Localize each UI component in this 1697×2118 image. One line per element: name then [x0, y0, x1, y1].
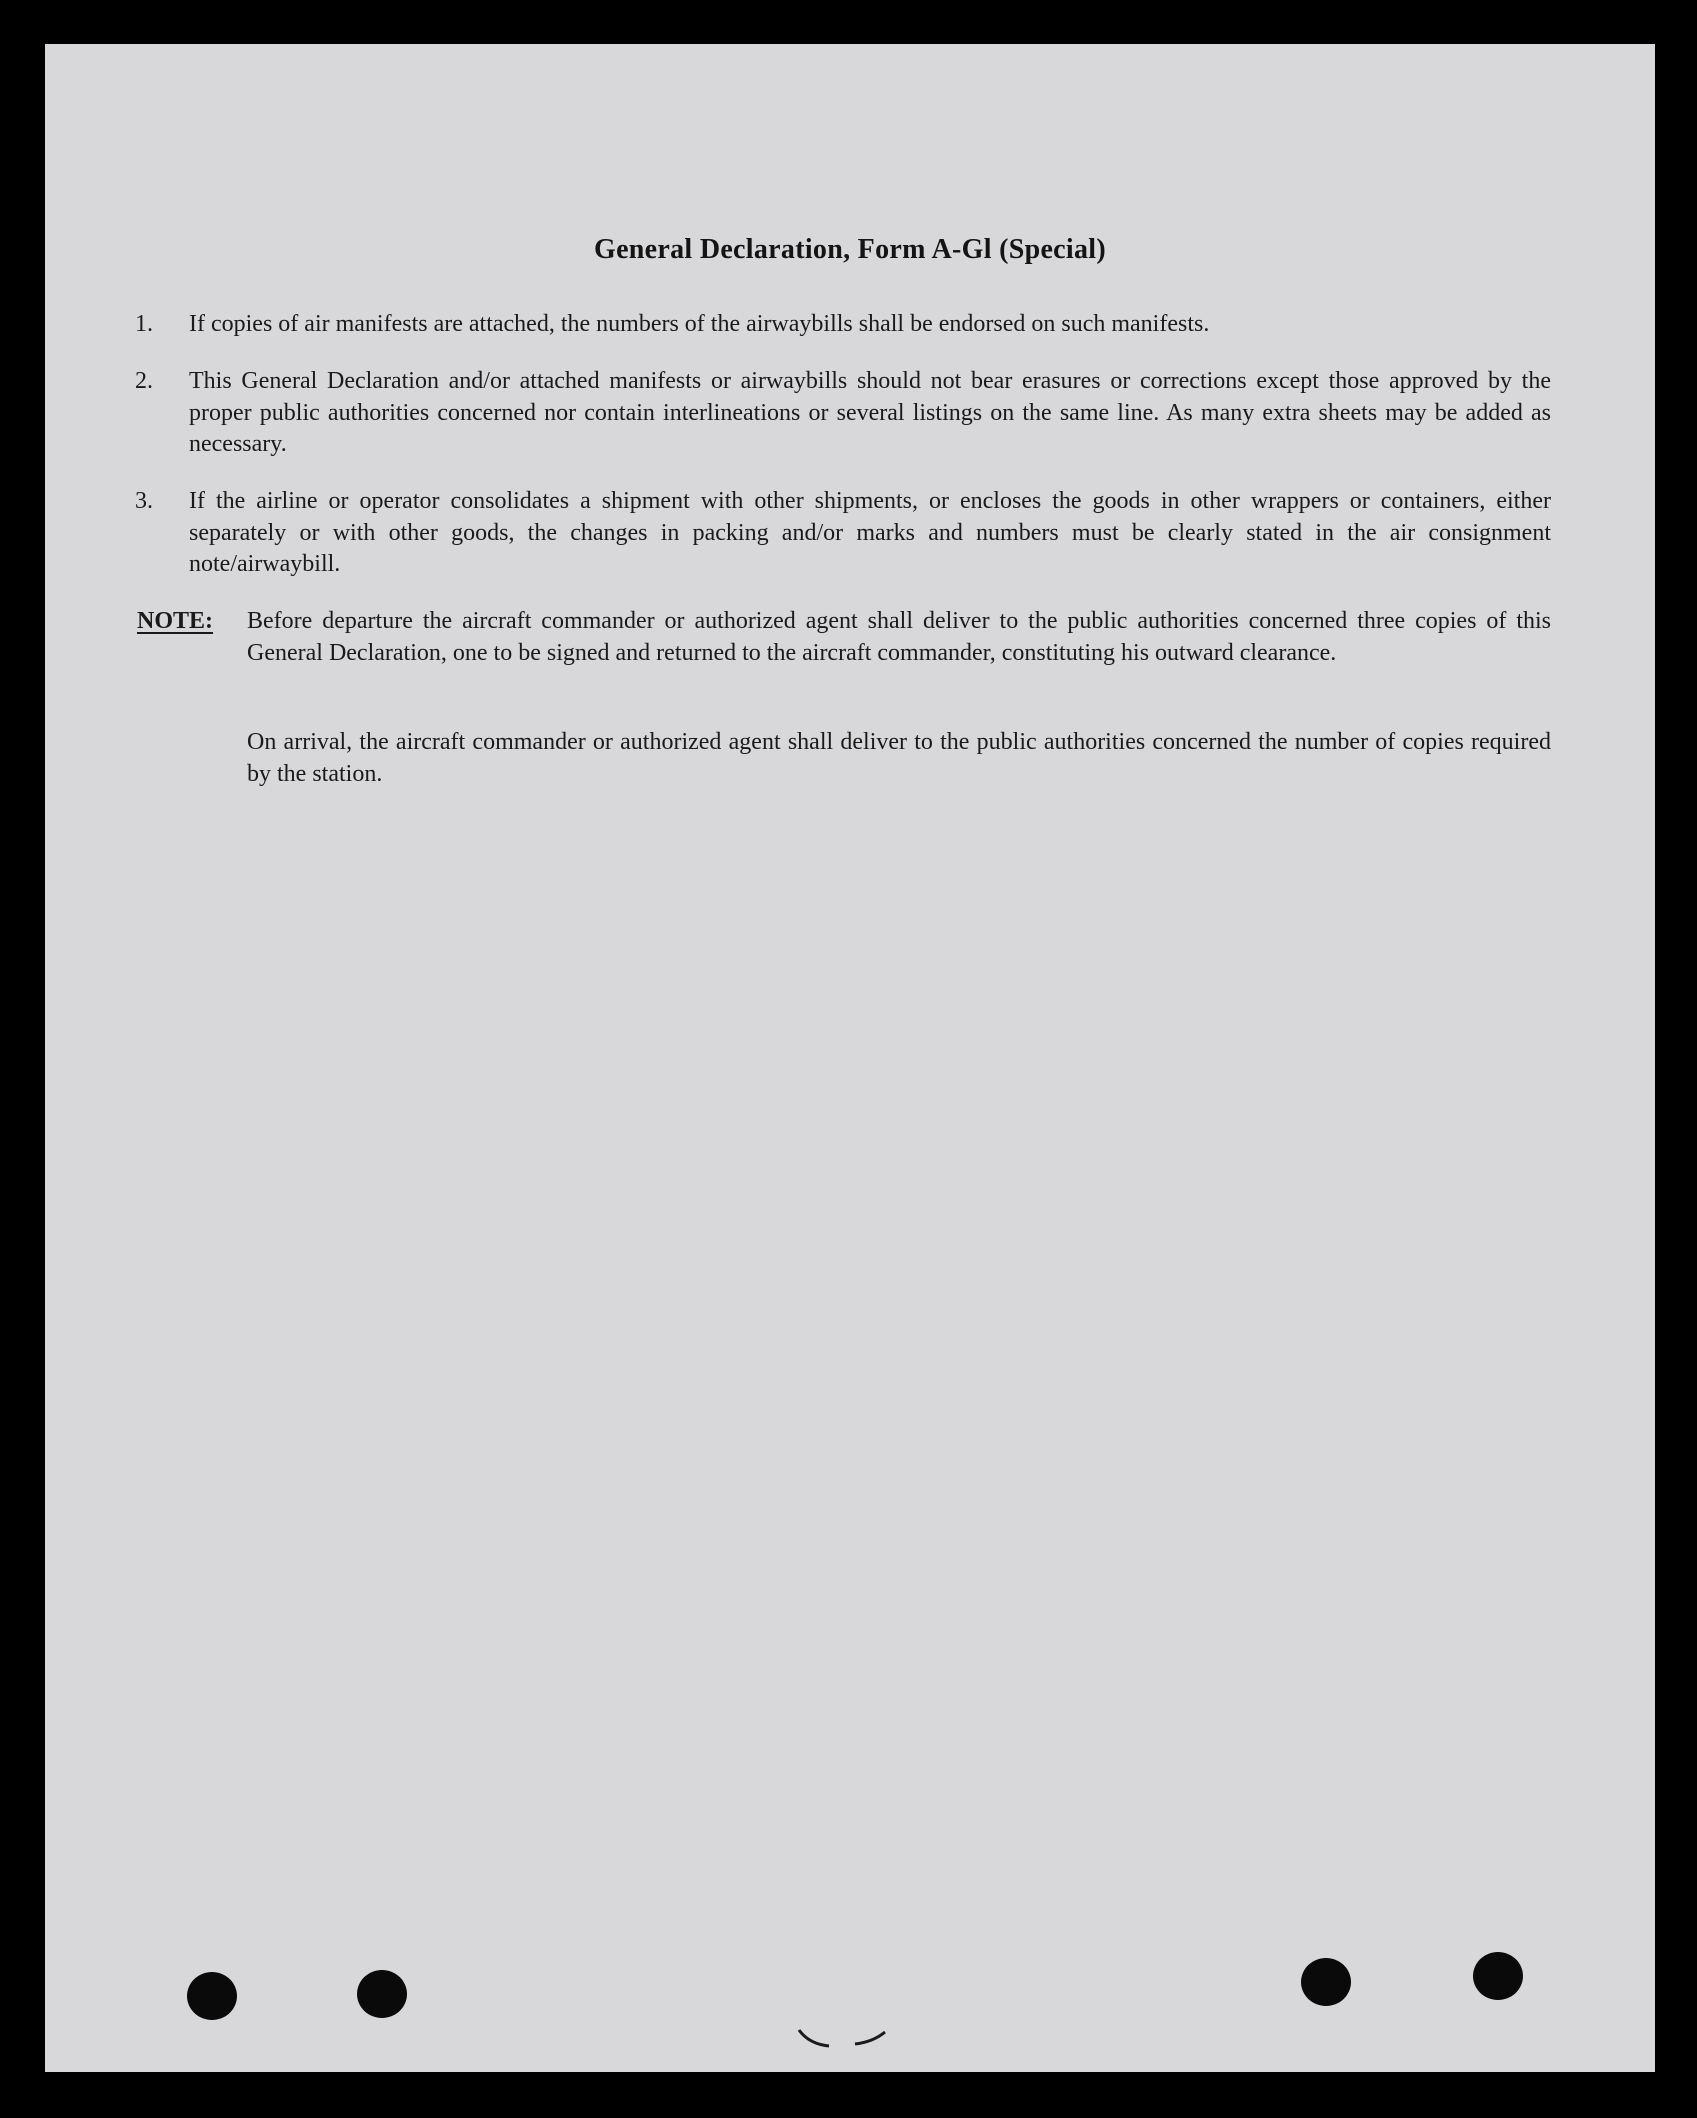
note-text: Before departure the aircraft commander or authorized agent shall deliver to the public authorities concerned three copies of this General Declaration, one to be signed and returned to the aircraft commander, constituting his outward clearance.: [247, 608, 1551, 666]
punch-hole-4: [1473, 1952, 1523, 2000]
note-label: NOTE:: [137, 608, 214, 634]
document-page: [45, 44, 1655, 2072]
item-number: 3.: [135, 488, 153, 514]
punch-hole-3: [1301, 1958, 1351, 2006]
punch-hole-2: [357, 1970, 407, 2018]
list-item-1: [135, 309, 1551, 341]
document-title: General Declaration, Form A-Gl (Special): [594, 234, 1106, 265]
list-item-2: [135, 366, 1551, 461]
scan-mark-icon: [795, 2024, 905, 2054]
item-text: If copies of air manifests are attached, the numbers of the airwaybills shall be endorsed on such manifests.: [189, 311, 1210, 337]
item-text: If the airline or operator consolidates a shipment with other shipments, or encloses the goods in other wrappers or containers, either separately or with other goods, the changes in packing and/or marks and numbers must be clearly stated in the air consignment note/airwaybill.: [189, 488, 1551, 577]
note-arrival-text: On arrival, the aircraft commander or authorized agent shall deliver to the public authorities concerned the number of copies required by the station.: [247, 729, 1551, 787]
item-number: 1.: [135, 311, 153, 337]
note-arrival-block: [137, 727, 1551, 790]
item-number: 2.: [135, 368, 153, 394]
item-text: This General Declaration and/or attached manifests or airwaybills should not bear erasures or corrections except those approved by the proper public authorities concerned nor contain interlineations or several listings on the same line. As many extra sheets may be added as necessary.: [189, 368, 1551, 457]
punch-hole-1: [187, 1972, 237, 2020]
note-block: [137, 606, 1551, 669]
list-item-3: [135, 486, 1551, 581]
